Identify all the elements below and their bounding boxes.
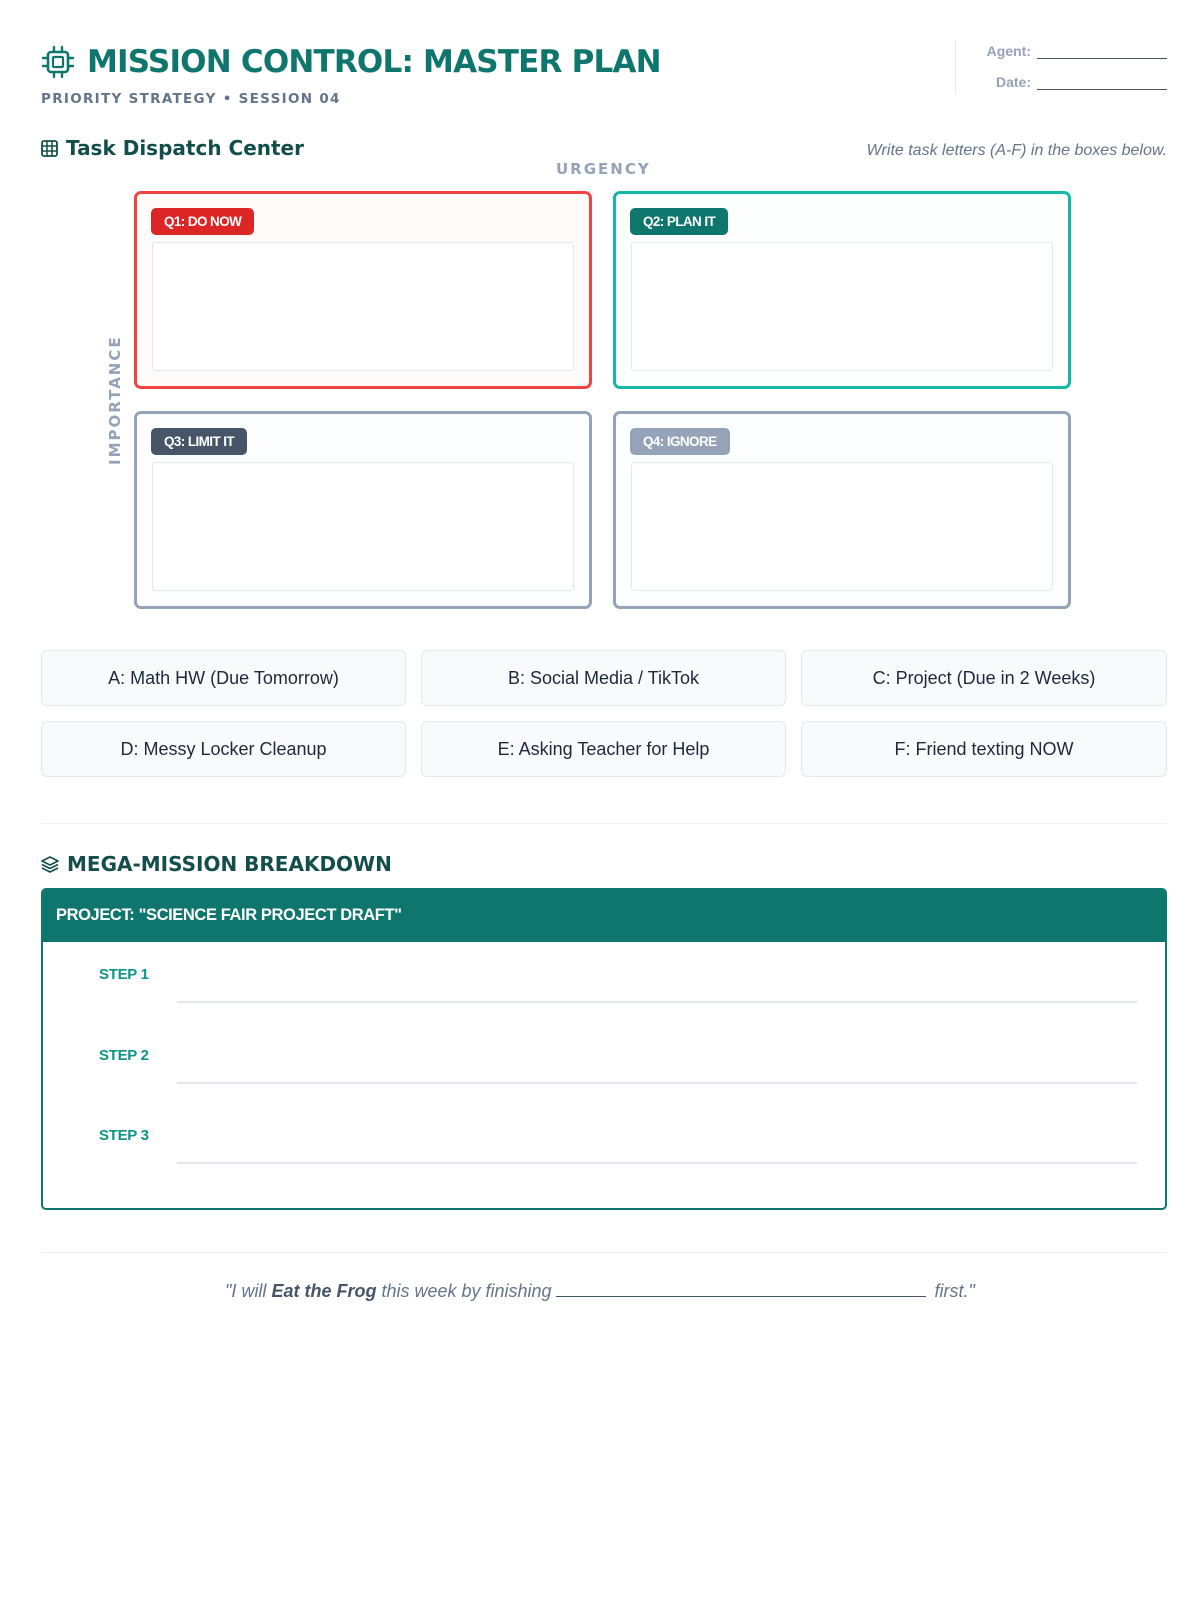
project-card	[41, 888, 1167, 1210]
quadrant-answer-box[interactable]	[631, 462, 1053, 591]
meta-fields	[955, 40, 1167, 94]
step-label: STEP 1	[99, 966, 149, 983]
quadrant-ignore	[613, 411, 1071, 609]
frog-prefix: "I will	[225, 1281, 272, 1301]
quadrant-do-now	[134, 191, 592, 389]
task-card-f[interactable]: F: Friend texting NOW	[801, 721, 1167, 777]
page-header	[41, 44, 1167, 114]
step-answer-line[interactable]	[177, 1001, 1137, 1003]
quadrant-badge: Q2: PLAN IT	[630, 208, 728, 235]
mega-title: MEGA-MISSION BREAKDOWN	[67, 852, 392, 876]
frog-emphasis: Eat the Frog	[271, 1281, 377, 1301]
step-row	[43, 1023, 1165, 1083]
task-card-a[interactable]: A: Math HW (Due Tomorrow)	[41, 650, 406, 706]
quadrant-answer-box[interactable]	[152, 242, 574, 371]
quadrant-badge: Q4: IGNORE	[630, 428, 730, 455]
date-field[interactable]	[996, 74, 1167, 90]
dispatch-instruction: Write task letters (A-F) in the boxes below.	[866, 142, 1167, 159]
task-card-e[interactable]: E: Asking Teacher for Help	[421, 721, 786, 777]
quadrant-plan-it	[613, 191, 1071, 389]
task-card-c[interactable]: C: Project (Due in 2 Weeks)	[801, 650, 1167, 706]
grid-icon	[41, 140, 58, 157]
frog-commitment	[0, 1281, 1200, 1302]
agent-blank[interactable]	[1037, 47, 1167, 59]
task-cards	[41, 650, 1167, 777]
step-answer-line[interactable]	[177, 1082, 1137, 1084]
step-row	[43, 1103, 1165, 1163]
quadrant-badge: Q3: LIMIT IT	[151, 428, 247, 455]
page-subtitle: PRIORITY STRATEGY • SESSION 04	[41, 91, 341, 107]
agent-label: Agent:	[986, 43, 1031, 59]
frog-blank[interactable]	[556, 1283, 926, 1297]
frog-suffix: first."	[929, 1281, 975, 1301]
date-label: Date:	[995, 74, 1031, 90]
page-title: MISSION CONTROL: MASTER PLAN	[87, 44, 661, 80]
dispatch-title: Task Dispatch Center	[66, 136, 304, 160]
section-divider	[41, 1252, 1167, 1253]
importance-axis-label: IMPORTANCE	[106, 335, 124, 465]
quadrant-badge: Q1: DO NOW	[151, 208, 254, 235]
quadrant-answer-box[interactable]	[152, 462, 574, 591]
chip-icon	[41, 45, 75, 79]
step-answer-line[interactable]	[177, 1162, 1137, 1164]
step-row	[43, 942, 1165, 1002]
step-label: STEP 3	[99, 1127, 149, 1144]
layers-icon	[41, 855, 59, 873]
project-header: PROJECT: "SCIENCE FAIR PROJECT DRAFT"	[43, 890, 1165, 942]
section-divider	[41, 823, 1167, 824]
quadrant-answer-box[interactable]	[631, 242, 1053, 371]
quadrant-limit-it	[134, 411, 592, 609]
date-blank[interactable]	[1037, 78, 1167, 90]
frog-middle: this week by finishing	[376, 1281, 552, 1301]
step-label: STEP 2	[99, 1047, 149, 1064]
urgency-axis-label: URGENCY	[556, 160, 651, 178]
task-card-b[interactable]: B: Social Media / TikTok	[421, 650, 786, 706]
agent-field[interactable]	[987, 43, 1167, 59]
mega-heading	[41, 852, 392, 876]
dispatch-heading	[41, 136, 304, 160]
task-card-d[interactable]: D: Messy Locker Cleanup	[41, 721, 406, 777]
